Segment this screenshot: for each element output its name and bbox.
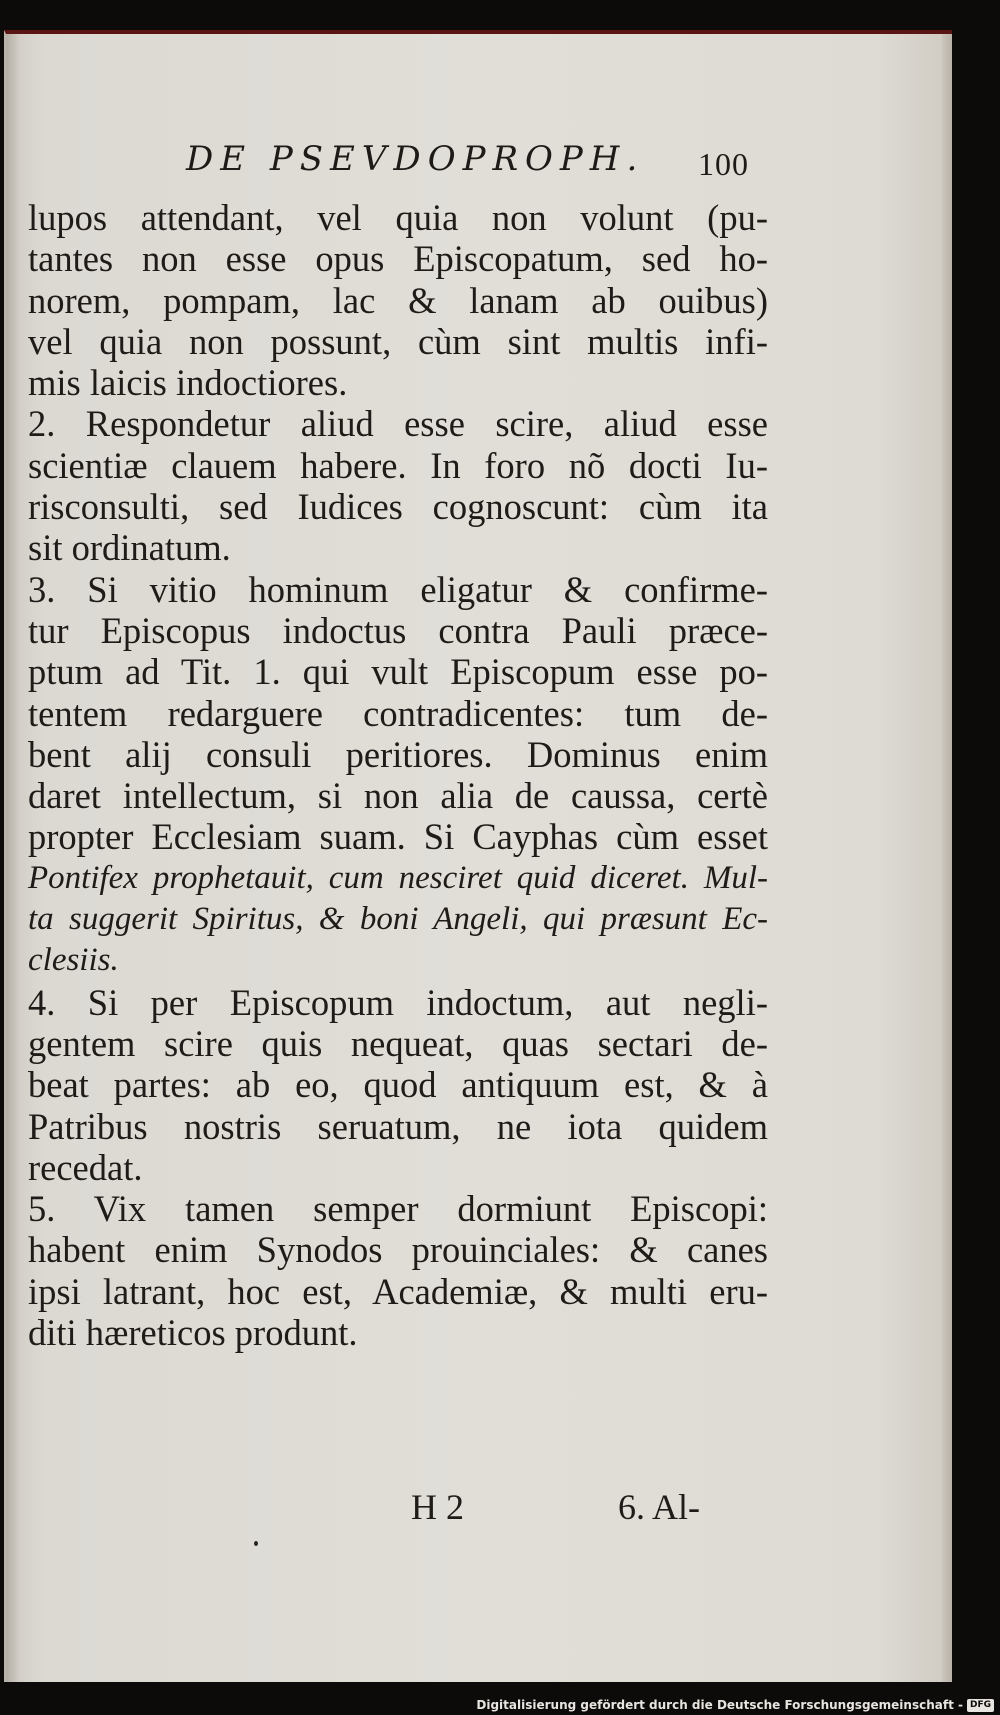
text-line: propter Ecclesiam suam. Si Cayphas cùm esset <box>28 816 768 858</box>
text-line: tantes non esse opus Episcopatum, sed ho- <box>28 238 768 280</box>
text-line: ptum ad Tit. 1. qui vult Episcopum esse po- <box>28 651 768 693</box>
signature-mark: H 2 <box>411 1487 464 1527</box>
text-line: scientiæ clauem habere. In foro nõ docti Iu- <box>28 444 768 486</box>
text-line: vel quia non possunt, cùm sint multis infi- <box>28 320 768 362</box>
running-head: DE PSEVDOPROPH. <box>186 139 645 179</box>
text-line: lupos attendant, vel quia non volunt (pu- <box>28 197 768 238</box>
text-line: habent enim Synodos prouinciales: & canes <box>28 1229 768 1271</box>
text-line: tentem redarguere contradicentes: tum de- <box>28 692 768 734</box>
digitization-credit <box>476 1698 994 1712</box>
text-line: mis laicis indoctiores. <box>28 362 348 404</box>
text-line: beat partes: ab eo, quod antiquum est, & à <box>28 1064 768 1106</box>
text-line: 5. Vix tamen semper dormiunt Episcopi: <box>28 1188 768 1230</box>
page-number: 100 <box>698 146 749 182</box>
text-line: Patribus nostris seruatum, ne iota quidem <box>28 1105 768 1147</box>
text-line: norem, pompam, lac & lanam ab ouibus) <box>28 279 768 321</box>
ink-spot <box>254 1541 258 1546</box>
text-line: daret intellectum, si non alia de caussa, certè <box>28 775 768 817</box>
text-line: sit ordinatum. <box>28 527 231 569</box>
text-line: clesiis. <box>28 942 119 979</box>
book-page <box>4 30 952 1682</box>
catchword: 6. Al- <box>618 1487 701 1527</box>
text-line: 2. Respondetur aliud esse scire, aliud esse <box>28 403 768 445</box>
page-edge <box>942 34 952 1682</box>
body-text <box>28 197 768 1353</box>
text-line: ipsi latrant, hoc est, Academiæ, & multi eru- <box>28 1270 768 1312</box>
text-line: diti hæreticos produnt. <box>28 1312 358 1354</box>
text-line: 4. Si per Episcopum indoctum, aut negli- <box>28 981 768 1023</box>
text-line: Pontifex prophetauit, cum nesciret quid diceret. Mul- <box>28 859 768 896</box>
credit-text: Digitalisierung gefördert durch die Deutsche Forschungsgemeinschaft - <box>476 1698 963 1712</box>
text-line: recedat. <box>28 1146 143 1188</box>
page-footer <box>6 1486 954 1536</box>
text-line: risconsulti, sed Iudices cognoscunt: cùm ita <box>28 486 768 528</box>
spine-shadow <box>6 34 20 1682</box>
text-line: bent alij consuli peritiores. Dominus enim <box>28 733 768 775</box>
dfg-logo-icon: DFG <box>967 1699 994 1712</box>
text-line: tur Episcopus indoctus contra Pauli præce- <box>28 609 768 651</box>
text-line: gentem scire quis nequeat, quas sectari de- <box>28 1022 768 1064</box>
text-line: 3. Si vitio hominum eligatur & confirme- <box>28 568 768 610</box>
text-line: ta suggerit Spiritus, & boni Angeli, qui præsunt Ec- <box>28 901 768 938</box>
